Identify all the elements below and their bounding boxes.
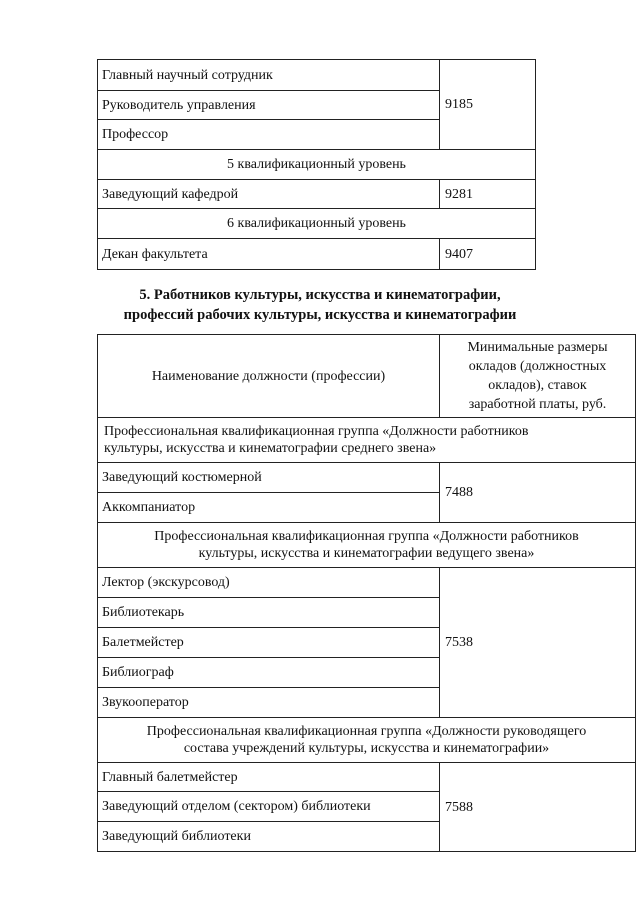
- table-row: [98, 180, 536, 209]
- table-row: [98, 60, 536, 91]
- table-row: [98, 763, 636, 792]
- salary-cell: 9185: [440, 60, 536, 150]
- salary-cell: 9407: [440, 239, 536, 270]
- group-title-line: культуры, искусства и кинематографии среднего звена»: [104, 441, 437, 456]
- group-title-line: Профессиональная квалификационная группа «Должности работников: [154, 529, 579, 544]
- table-row: [98, 239, 536, 270]
- position-cell: Профессор: [98, 120, 440, 150]
- group-title-line: Профессиональная квалификационная группа «Должности руководящего: [146, 724, 587, 739]
- header-line: заработной платы, руб.: [468, 397, 607, 412]
- position-cell: Заведующий кафедрой: [98, 180, 440, 209]
- header-line: Минимальные размеры: [467, 340, 608, 355]
- column-header-position: Наименование должности (профессии): [98, 335, 440, 418]
- group-title-line: состава учреждений культуры, искусства и кинематографии»: [183, 741, 550, 756]
- salary-cell: 7538: [440, 568, 636, 718]
- position-cell: Заведующий костюмерной: [98, 463, 440, 493]
- salary-cell: 9281: [440, 180, 536, 209]
- level-row: [98, 209, 536, 239]
- position-cell: Библиограф: [98, 658, 440, 688]
- group-title-line: Профессиональная квалификационная группа «Должности работников: [104, 424, 529, 439]
- table-header-row: [98, 335, 636, 418]
- position-cell: Руководитель управления: [98, 91, 440, 120]
- level-row: [98, 150, 536, 180]
- column-header-salary: [440, 335, 636, 418]
- position-cell: Звукооператор: [98, 688, 440, 718]
- group-row: [98, 718, 636, 763]
- salary-table-top: [97, 59, 536, 270]
- qualification-group-title: [98, 523, 636, 568]
- section-title-line: 5. Работников культуры, искусства и кинематографии,: [139, 287, 501, 303]
- position-cell: Декан факультета: [98, 239, 440, 270]
- qualification-group-title: [98, 418, 636, 463]
- position-cell: Главный научный сотрудник: [98, 60, 440, 91]
- section-title-line: профессий рабочих культуры, искусства и кинематографии: [123, 307, 517, 323]
- table-row: [98, 568, 636, 598]
- group-row: [98, 523, 636, 568]
- header-line: окладов (должностных: [468, 359, 607, 374]
- position-cell: Аккомпаниатор: [98, 493, 440, 523]
- header-line: окладов), ставок: [488, 378, 587, 393]
- group-row: [98, 418, 636, 463]
- position-cell: Лектор (экскурсовод): [98, 568, 440, 598]
- table-row: [98, 463, 636, 493]
- qualification-group-title: [98, 718, 636, 763]
- qualification-level-label: 5 квалификационный уровень: [98, 150, 536, 180]
- position-cell: Библиотекарь: [98, 598, 440, 628]
- section-title: [0, 285, 640, 325]
- qualification-level-label: 6 квалификационный уровень: [98, 209, 536, 239]
- salary-table-culture: [97, 334, 636, 852]
- position-cell: Главный балетмейстер: [98, 763, 440, 792]
- position-cell: Балетмейстер: [98, 628, 440, 658]
- group-title-line: культуры, искусства и кинематографии ведущего звена»: [198, 546, 535, 561]
- salary-cell: 7588: [440, 763, 636, 852]
- position-cell: Заведующий библиотеки: [98, 822, 440, 852]
- salary-cell: 7488: [440, 463, 636, 523]
- position-cell: Заведующий отделом (сектором) библиотеки: [98, 792, 440, 822]
